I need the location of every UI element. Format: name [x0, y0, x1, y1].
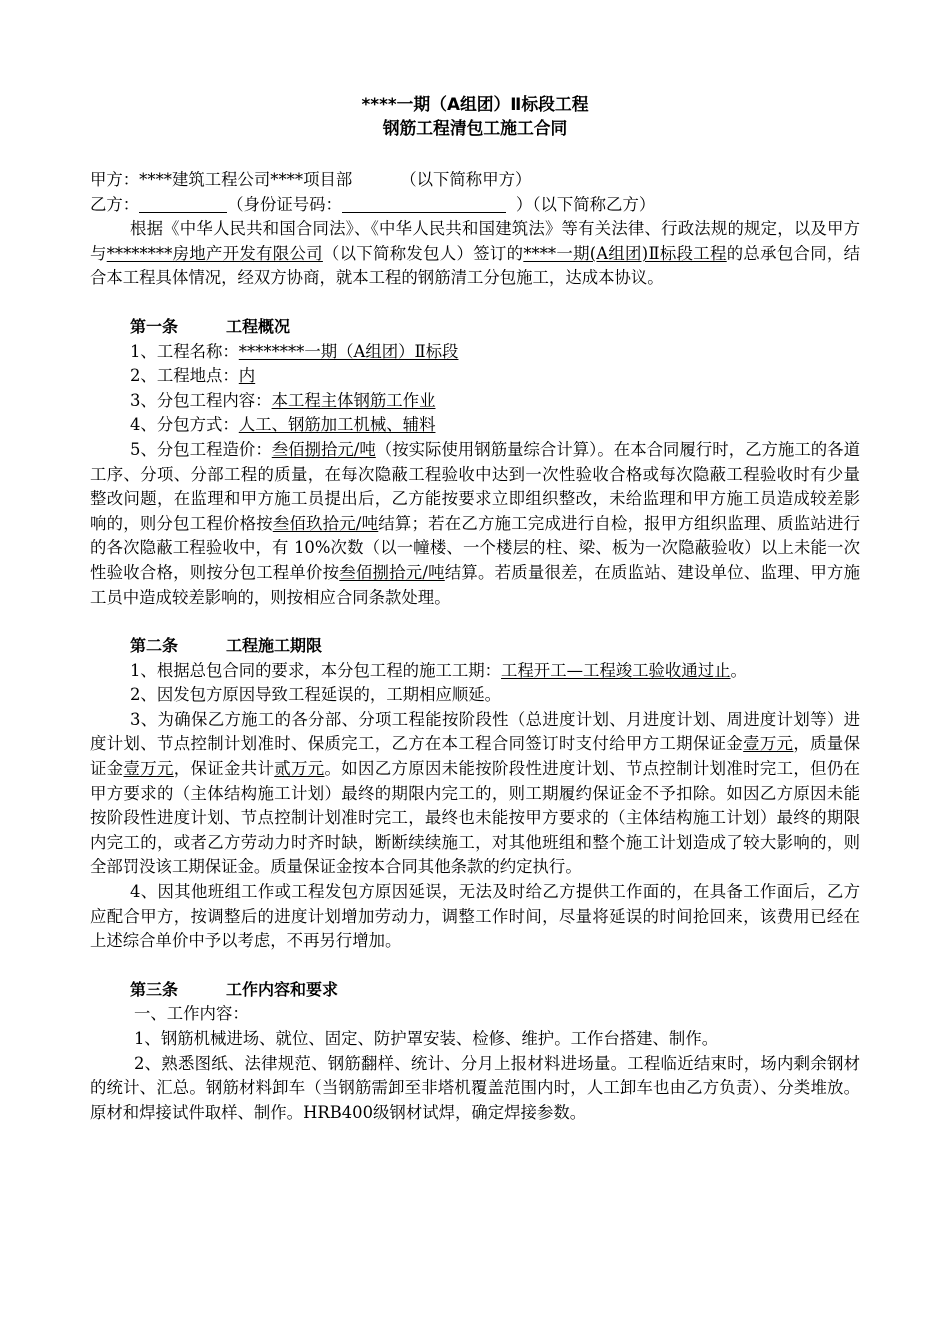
party-b-name-blank	[139, 194, 227, 213]
sec1-item-2: 2、工程地点：内	[130, 366, 256, 386]
section-2-heading: 第二条 工程施工期限	[130, 636, 323, 656]
party-b-line: 乙方： （身份证号码： ）（以下简称乙方）	[90, 194, 656, 214]
sec1-item-3: 3、分包工程内容：本工程主体钢筋工作业	[130, 390, 436, 410]
document-title-line1: ****一期（A组团）Ⅱ标段工程	[361, 94, 589, 114]
developer-company: ********房地产开发有限公司	[106, 243, 323, 263]
sec3-subheading-1: 一、工作内容：	[134, 1004, 249, 1024]
sec1-item-5: 5、分包工程造价：叁佰捌拾元/吨（按实际使用钢筋量综合计算）。在本合同履行时，乙方施工的各道工序、分项、分部工程的质量，在每次隐蔽工程验收中达到一次性验收合格或每次隐蔽工程验收时有少量整改问题，在监理和甲方施工员提出后，乙方能按要求立即组织整改，未给监理和甲方施工员造成较差影响的，则分包工程价格按叁佰玖拾元/吨结算；若在乙方施工完成进行自检，报甲方组织监理、质监站进行的各次隐蔽工程验收中，有 10%次数（以一幢楼、一个楼层的柱、梁、板为一次隐蔽验收）以上未能一次性验收合格，则按分包工程单价按叁佰捌拾元/吨结算。若质量很差，在质监站、建设单位、监理、甲方施工员中造成较差影响的，则按相应合同条款处理。	[90, 439, 861, 607]
sec2-item-4: 4、因其他班组工作或工程发包方原因延误，无法及时给乙方提供工作面的，在具备工作面后，乙方应配合甲方，按调整后的进度计划增加劳动力，调整工作时间，尽量将延误的时间抢回来，该费用已经在上述综合单价中予以考虑，不再另行增加。	[90, 882, 860, 951]
sec2-item-3: 3、为确保乙方施工的各分部、分项工程能按阶段性（总进度计划、月进度计划、周进度计划等）进度计划、节点控制计划准时、保质完工，乙方在本工程合同签订时支付给甲方工期保证金壹万元，质量保证金壹万元，保证金共计贰万元。如因乙方原因未能按阶段性进度计划、节点控制计划准时完工，但仍在甲方要求的（主体结构施工计划）最终的期限内完工的，则工期履约保证金不予扣除。如因乙方原因未能按阶段性进度计划、节点控制计划准时完工，最终也未能按甲方要求的（主体结构施工计划）最终的期限内完工的，或者乙方劳动力时齐时缺，断断续续施工，对其他班组和整个施工计划造成了较大影响的，则全部罚没该工期保证金。质量保证金按本合同其他条款的约定执行。	[90, 709, 861, 877]
project-name: ****一期(A组团)Ⅱ标段工程	[523, 243, 727, 263]
sec1-item-1: 1、工程名称：********一期（A组团）Ⅱ标段	[130, 341, 459, 361]
sec2-item-2: 2、因发包方原因导致工程延误的，工期相应顺延。	[130, 685, 502, 705]
party-a-line: 甲方：****建筑工程公司****项目部 （以下简称甲方）	[90, 170, 532, 189]
document-title-line2: 钢筋工程清包工施工合同	[382, 118, 568, 138]
sec3-item-2: 2、熟悉图纸、法律规范、钢筋翻样、统计、分月上报材料进场量。工程临近结束时，场内剩余钢材的统计、汇总。钢筋材料卸车（当钢筋需卸至非塔机覆盖范围内时，人工卸车也由乙方负责）、分类堆放。原材和焊接试件取样、制作。HRB400级钢材试焊，确定焊接参数。	[90, 1053, 860, 1122]
party-a-name: ****建筑工程公司****项目部	[139, 170, 353, 189]
sec1-item-4: 4、分包方式：人工、钢筋加工机械、辅料	[130, 415, 436, 435]
sec3-item-1: 1、钢筋机械进场、就位、固定、防护罩安装、检修、维护。工作台搭建、制作。	[134, 1029, 719, 1048]
contract-body	[90, 168, 860, 1125]
party-b-id-blank	[342, 194, 506, 213]
section-3-heading: 第三条 工作内容和要求	[130, 979, 339, 999]
intro-paragraph: 根据《中华人民共和国合同法》、《中华人民共和国建筑法》等有关法律、行政法规的规定，以及甲方与********房地产开发有限公司（以下简称发包人）签订的****一期(A组团)Ⅱ标段工程的总承包合同，结合本工程具体情况，经双方协商，就本工程的钢筋清工分包施工，达成本协议。	[90, 219, 861, 288]
sec2-item-1: 1、根据总包合同的要求，本分包工程的施工工期：工程开工—工程竣工验收通过止。	[130, 660, 747, 680]
section-1-heading: 第一条 工程概况	[130, 316, 291, 336]
